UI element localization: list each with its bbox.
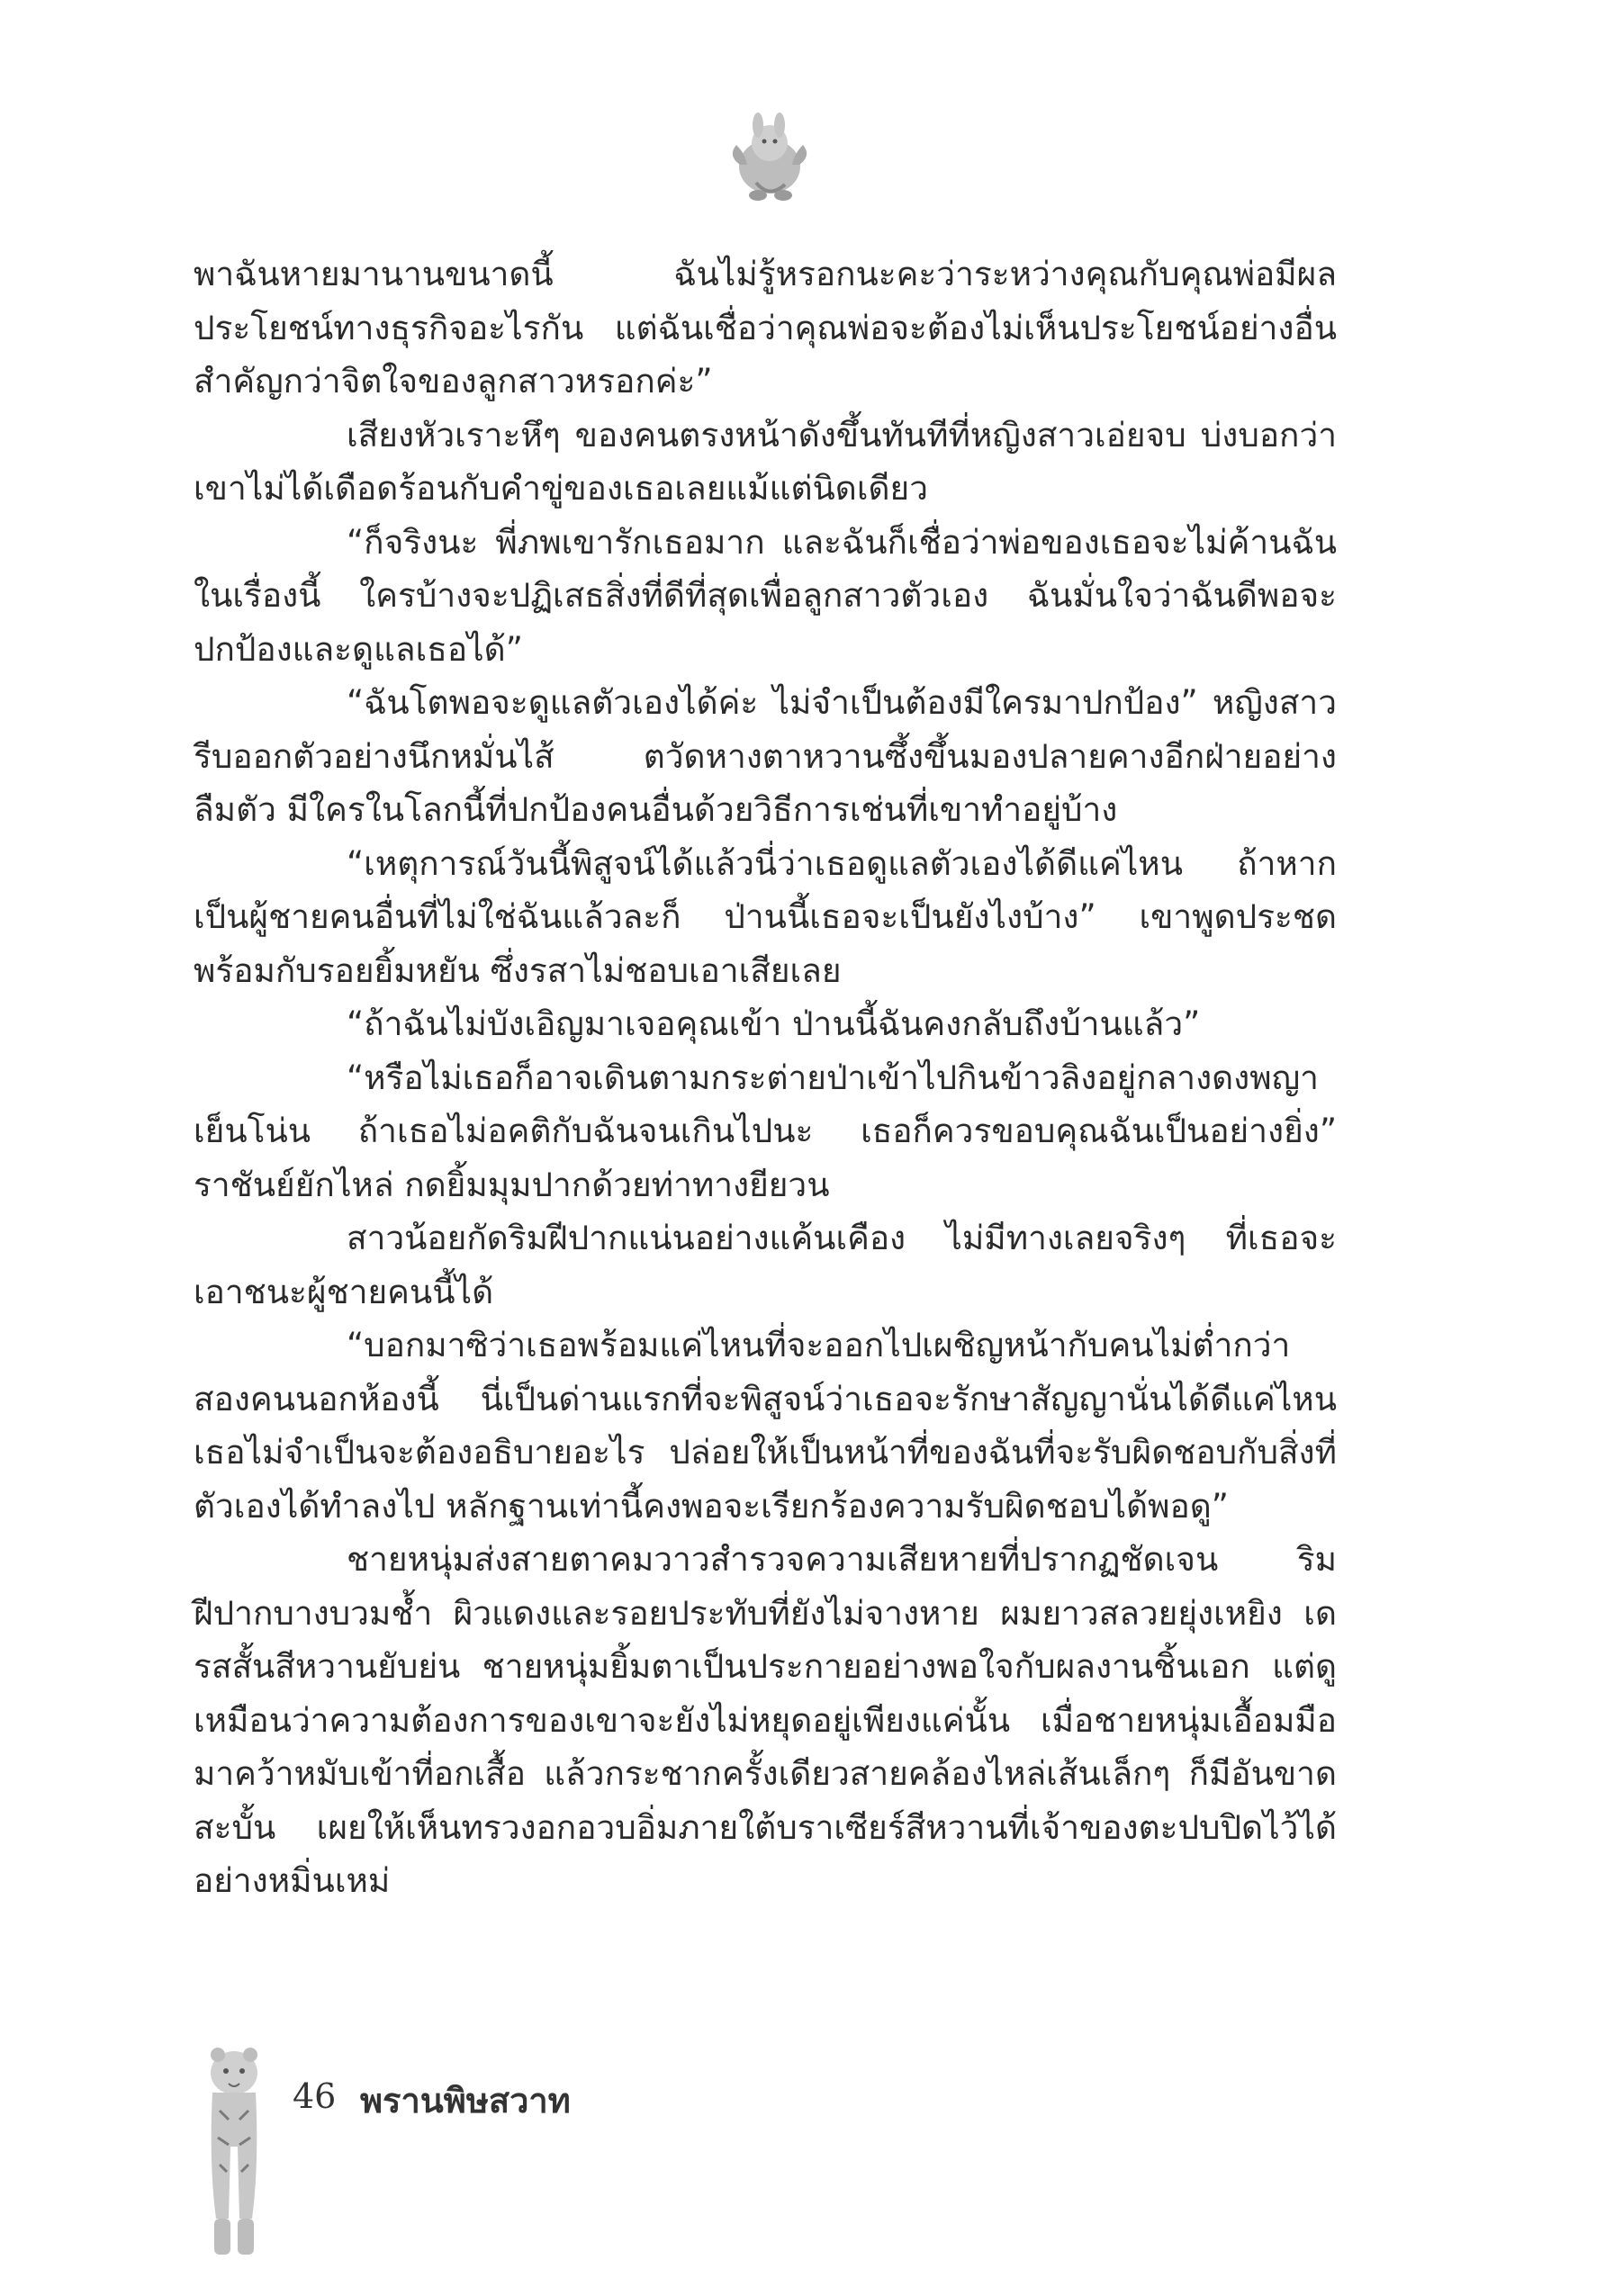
paragraph: “ฉันโตพอจะดูแลตัวเองได้ค่ะ ไม่จำเป็นต้องมีใครมาปกป้อง” หญิงสาวรีบออกตัวอย่างนึกหมั่นไส้ ตวัดหางตาหวานซึ้งขึ้นมองปลายคางอีกฝ่ายอย่างลืมตัว มีใครในโลกนี้ที่ปกป้องคนอื่นด้วยวิธีการเช่นที่เขาทำอยู่บ้าง	[194, 683, 1337, 829]
main-text	[194, 248, 1337, 1908]
page-footer	[189, 2039, 729, 2264]
rabbit-cupid-ornament-icon	[720, 113, 819, 207]
paragraph: “ถ้าฉันไม่บังเอิญมาเจอคุณเข้า ป่านนี้ฉันคงกลับถึงบ้านแล้ว”	[347, 1004, 1201, 1043]
paragraph: เสียงหัวเราะหึๆ ของคนตรงหน้าดังขึ้นทันทีที่หญิงสาวเอ่ยจบ บ่งบอกว่าเขาไม่ได้เดือดร้อนกับคำขู่ของเธอเลยแม้แต่นิดเดียว	[194, 415, 1337, 508]
paragraph: ชายหนุ่มส่งสายตาคมวาวสำรวจความเสียหายที่ปรากฏชัดเจน ริมฝีปากบางบวมช้ำ ผิวแดงและรอยประทับที่ยังไม่จางหาย ผมยาวสลวยยุ่งเหยิง เดรสสั้นสีหวานยับย่น ชายหนุ่มยิ้มตาเป็นประกายอย่างพอใจกับผลงานชิ้นเอก แต่ดูเหมือนว่าความต้องการของเขาจะยังไม่หยุดอยู่เพียงแค่นั้น เมื่อชายหนุ่มเอื้อมมือมาคว้าหมับเข้าที่อกเสื้อ แล้วกระชากครั้งเดียวสายคล้องไหล่เส้นเล็กๆ ก็มีอันขาดสะบั้น เผยให้เห็นทรวงอกอวบอิ่มภายใต้บราเซียร์สีหวานที่เจ้าของตะปบปิดไว้ได้อย่างหมิ่นเหม่	[194, 1540, 1337, 1900]
paragraph: “หรือไม่เธอก็อาจเดินตามกระต่ายป่าเข้าไปกินข้าวลิงอยู่กลางดงพญาเย็นโน่น ถ้าเธอไม่อคติกับฉันจนเกินไปนะ เธอก็ควรขอบคุณฉันเป็นอย่างยิ่ง” ราชันย์ยักไหล่ กดยิ้มมุมปากด้วยท่าทางยียวน	[194, 1058, 1337, 1204]
paragraph: “เหตุการณ์วันนี้พิสูจน์ได้แล้วนี่ว่าเธอดูแลตัวเองได้ดีแค่ไหน ถ้าหากเป็นผู้ชายคนอื่นที่ไม่ใช่ฉันแล้วละก็ ป่านนี้เธอจะเป็นยังไงบ้าง” เขาพูดประชดพร้อมกับรอยยิ้มหยัน ซึ่งรสาไม่ชอบเอาเสียเลย	[194, 843, 1337, 990]
paragraph: “บอกมาซิว่าเธอพร้อมแค่ไหนที่จะออกไปเผชิญหน้ากับคนไม่ต่ำกว่าสองคนนอกห้องนี้ นี่เป็นด่านแรกที่จะพิสูจน์ว่าเธอจะรักษาสัญญานั่นได้ดีแค่ไหน เธอไม่จำเป็นจะต้องอธิบายอะไร ปล่อยให้เป็นหน้าที่ของฉันที่จะรับผิดชอบกับสิ่งที่ตัวเองได้ทำลงไป หลักฐานเท่านี้คงพอจะเรียกร้องความรับผิดชอบได้พอดู”	[194, 1326, 1337, 1526]
paragraph: สาวน้อยกัดริมฝีปากแน่นอย่างแค้นเคือง ไม่มีทางเลยจริงๆ ที่เธอจะเอาชนะผู้ชายคนนี้ได้	[194, 1219, 1337, 1311]
tiger-icon	[189, 2039, 279, 2264]
paragraph: “ก็จริงนะ พี่ภพเขารักเธอมาก และฉันก็เชื่อว่าพ่อของเธอจะไม่ค้านฉันในเรื่องนี้ ใครบ้างจะปฏิเสธสิ่งที่ดีที่สุดเพื่อลูกสาวตัวเอง ฉันมั่นใจว่าฉันดีพอจะปกป้องและดูแลเธอได้”	[194, 522, 1337, 669]
page-number: 46	[293, 2076, 337, 2116]
book-title: พรานพิษสวาท	[360, 2081, 571, 2120]
paragraph: พาฉันหายมานานขนาดนี้ ฉันไม่รู้หรอกนะคะว่าระหว่างคุณกับคุณพ่อมีผลประโยชน์ทางธุรกิจอะไรกัน แต่ฉันเชื่อว่าคุณพ่อจะต้องไม่เห็นประโยชน์อย่างอื่นสำคัญกว่าจิตใจของลูกสาวหรอกค่ะ”	[194, 255, 1337, 401]
